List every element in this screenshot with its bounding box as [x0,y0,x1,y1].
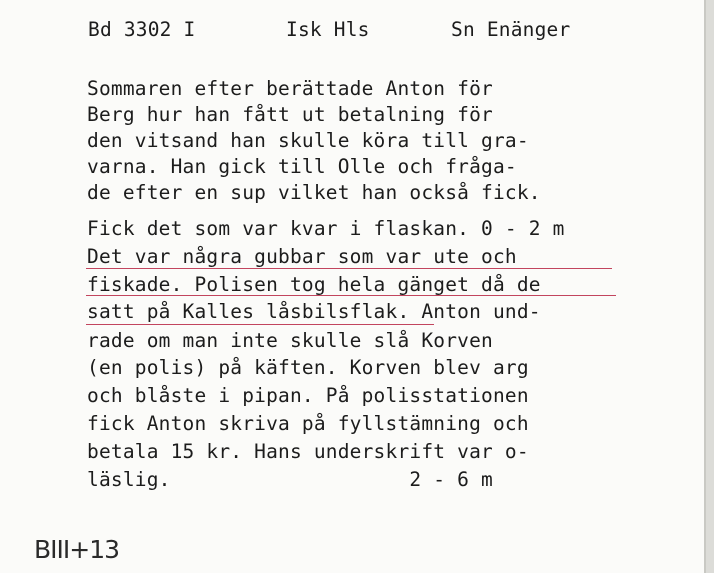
district-label: Isk Hls [286,18,370,41]
text-line: Berg hur han fått ut betalning för [87,103,493,126]
text-line: och blåste i pipan. På polisstationen [87,384,529,407]
text-line: fick Anton skriva på fyllstämning och [87,412,529,435]
handwritten-note: BIII+13 [34,535,120,564]
underline-mark [86,295,616,296]
underline-mark [86,324,434,325]
underline-mark [86,268,612,269]
text-line: läslig. 2 - 6 m [87,468,493,491]
text-line: betala 15 kr. Hans underskrift var o- [87,440,529,463]
text-line: den vitsand han skulle köra till gra- [87,129,529,152]
archive-number: Bd 3302 I [88,18,196,41]
text-line: Det var några gubbar som var ute och [87,245,517,268]
text-line: (en polis) på käften. Korven blev arg [87,356,529,379]
text-line: satt på Kalles låsbilsflak. Anton und- [87,300,541,323]
text-line: varna. Han gick till Olle och fråga- [87,155,517,178]
text-line: rade om man inte skulle slå Korven [87,329,493,352]
parish-label: Sn Enänger [451,18,571,41]
text-line: fiskade. Polisen tog hela gänget då de [87,273,541,296]
text-line: Fick det som var kvar i flaskan. 0 - 2 m [87,217,565,240]
text-line: de efter en sup vilket han också fick. [87,181,541,204]
text-line: Sommaren efter berättade Anton för [87,77,493,100]
